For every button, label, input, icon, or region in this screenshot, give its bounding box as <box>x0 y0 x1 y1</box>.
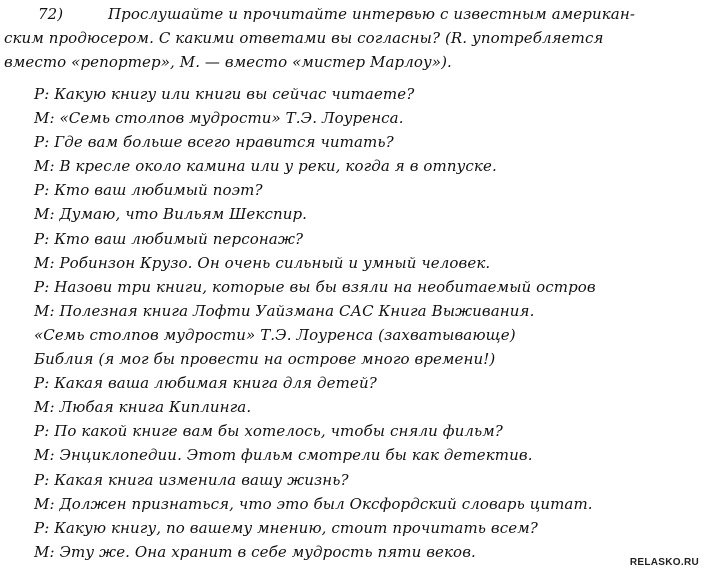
dialogue-line: Р: Кто ваш любимый поэт? <box>34 181 263 200</box>
dialogue-line: М: Должен признаться, что это был Оксфордский словарь цитат. <box>34 494 593 513</box>
dialogue-line: Р: Кто ваш любимый персонаж? <box>34 229 304 248</box>
intro-text-1: Прослушайте и прочитайте интервью с известным американ- <box>108 5 635 23</box>
dialogue-line: М: Энциклопедии. Этот фильм смотрели бы как детектив. <box>34 446 533 465</box>
dialogue-line: М: «Семь столпов мудрости» Т.Э. Лоуренса. <box>34 109 404 128</box>
intro-line-1 <box>4 2 704 26</box>
dialogue-line: М: Любая книга Киплинга. <box>34 398 252 417</box>
site-watermark: RELASKO.RU <box>629 557 699 568</box>
exercise-number: 72) <box>38 5 64 23</box>
dialogue-line: М: Думаю, что Вильям Шекспир. <box>34 205 308 224</box>
dialogue-line: Р: Назови три книги, которые вы бы взяли на необитаемый остров <box>34 277 596 296</box>
dialogue-line: Р: Какую книгу, по вашему мнению, стоит прочитать всем? <box>34 518 538 537</box>
interview-dialogue <box>34 82 694 564</box>
dialogue-line: М: Полезная книга Лофти Уайзмана САС Книга Выживания. <box>34 301 535 320</box>
dialogue-line: Р: Какую книгу или книги вы сейчас читаете? <box>34 85 415 103</box>
intro-line-3: вместо «репортер», М. — вместо «мистер Марлоу»). <box>4 53 452 71</box>
dialogue-line: Р: Где вам больше всего нравится читать? <box>34 133 394 152</box>
dialogue-line: «Семь столпов мудрости» Т.Э. Лоуренса (захватывающе) <box>34 325 516 344</box>
exercise-intro <box>4 2 704 74</box>
dialogue-line: Р: Какая ваша любимая книга для детей? <box>34 374 377 393</box>
intro-line-2: ским продюсером. С какими ответами вы согласны? (R. употребляется <box>4 29 604 47</box>
dialogue-line: М: В кресле около камина или у реки, когда я в отпуске. <box>34 157 497 176</box>
dialogue-line: М: Эту же. Она хранит в себе мудрость пяти веков. <box>34 542 476 561</box>
dialogue-line: Р: Какая книга изменила вашу жизнь? <box>34 470 349 489</box>
dialogue-line: Р: По какой книге вам бы хотелось, чтобы сняли фильм? <box>34 422 503 441</box>
dialogue-line: Библия (я мог бы провести на острове много времени!) <box>34 350 496 369</box>
dialogue-line: М: Робинзон Крузо. Он очень сильный и умный человек. <box>34 253 491 272</box>
